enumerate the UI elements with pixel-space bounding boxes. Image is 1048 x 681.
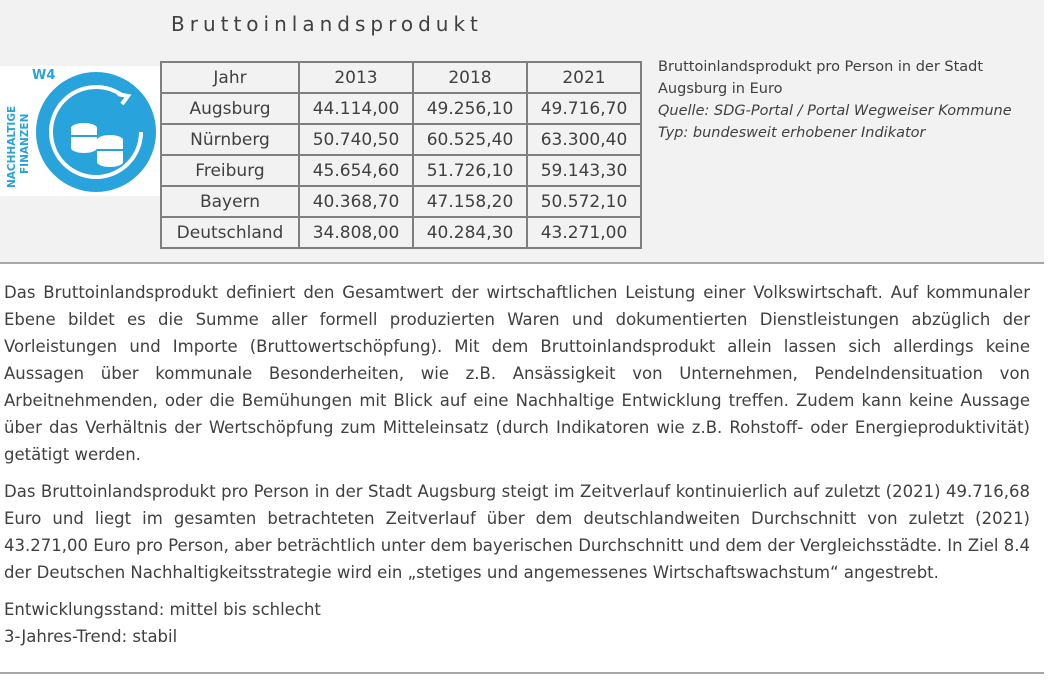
- table-row: [161, 155, 641, 186]
- logo-side-text-2: FINANZEN: [19, 113, 31, 174]
- bottom-divider: [0, 672, 1044, 674]
- table-cell: 51.726,10: [413, 155, 527, 186]
- table-cell: 50.740,50: [299, 124, 413, 155]
- paragraph-analysis: Das Bruttoinlandsprodukt pro Person in der Stadt Augsburg steigt im Zeitverlauf kontinuierlich auf zuletzt (2021) 49.716,68 Euro und liegt im gesamten betrachteten Zeitverlauf über dem deutschlandweiten Durchschnitt von zuletzt (2021) 43.271,00 Euro pro Person, aber beträchtlich unter dem bayerischen Durchschnitt und dem der Vergleichsstädte. In Ziel 8.4 der Deutschen Nachhaltigkeitsstrategie wird ein „stetiges und angemessenes Wirtschaftswachstum“ angestrebt.: [4, 482, 1030, 582]
- table-cell: 40.368,70: [299, 186, 413, 217]
- table-row: [161, 217, 641, 248]
- header-cell-jahr: Jahr: [161, 62, 299, 93]
- table-cell: 49.256,10: [413, 93, 527, 124]
- row-label: Freiburg: [161, 155, 299, 186]
- table-cell: 45.654,60: [299, 155, 413, 186]
- table-row: [161, 93, 641, 124]
- row-label: Augsburg: [161, 93, 299, 124]
- logo-code: W4: [32, 68, 56, 83]
- table-cell: 63.300,40: [527, 124, 641, 155]
- table-cell: 59.143,30: [527, 155, 641, 186]
- table-cell: 49.716,70: [527, 93, 641, 124]
- status-block: [4, 596, 1030, 650]
- logo-side-text-1: NACHHALTIGE: [6, 105, 18, 188]
- indicator-type: Typ: bundesweit erhobener Indikator: [658, 125, 926, 141]
- row-label: Deutschland: [161, 217, 299, 248]
- table-header-row: [161, 62, 641, 93]
- indicator-source: Quelle: SDG-Portal / Portal Wegweiser Kommune: [658, 103, 1012, 119]
- table-cell: 50.572,10: [527, 186, 641, 217]
- page-title: Bruttoinlandsprodukt: [171, 12, 483, 36]
- paragraph-definition: Das Bruttoinlandsprodukt definiert den Gesamtwert der wirtschaftlichen Leistung einer Volkswirtschaft. Auf kommunaler Ebene bildet es die Summe aller formell produzierten Waren und dokumentierten Dienstleistungen abzüglich der Vorleistungen und Importe (Bruttowertschöpfung). Mit dem Bruttoinlandsprodukt allein lassen sich allerdings keine Aussagen über kommunale Besonderheiten, wie z.B. Ansässigkeit von Unternehmen, Pendelndensituation von Arbeitnehmenden, oder die Bemühungen mit Blick auf eine Nachhaltige Entwicklung treffen. Zudem kann keine Aussage über das Verhältnis der Wertschöpfung zum Mitteleinsatz (durch Indikatoren wie z.B. Rohstoff- oder Energieproduktivität) getätigt werden.: [4, 283, 1030, 464]
- header-cell-2021: 2021: [527, 62, 641, 93]
- table-cell: 34.808,00: [299, 217, 413, 248]
- table-cell: 60.525,40: [413, 124, 527, 155]
- table-cell: 40.284,30: [413, 217, 527, 248]
- logo-side-text: [2, 78, 32, 188]
- table-cell: 44.114,00: [299, 93, 413, 124]
- gdp-table: [160, 61, 642, 249]
- coins-icon: [30, 66, 160, 196]
- indicator-info: [658, 56, 1038, 144]
- table-row: [161, 186, 641, 217]
- trend-status: 3-Jahres-Trend: stabil: [4, 627, 178, 646]
- row-label: Bayern: [161, 186, 299, 217]
- body-text: [4, 279, 1030, 650]
- header-cell-2018: 2018: [413, 62, 527, 93]
- development-status: Entwicklungsstand: mittel bis schlecht: [4, 600, 321, 619]
- sdg-logo: [0, 66, 160, 196]
- row-label: Nürnberg: [161, 124, 299, 155]
- table-cell: 43.271,00: [527, 217, 641, 248]
- header-cell-2013: 2013: [299, 62, 413, 93]
- table-cell: 47.158,20: [413, 186, 527, 217]
- table-row: [161, 124, 641, 155]
- indicator-description: Bruttoinlandsprodukt pro Person in der Stadt Augsburg in Euro: [658, 59, 984, 97]
